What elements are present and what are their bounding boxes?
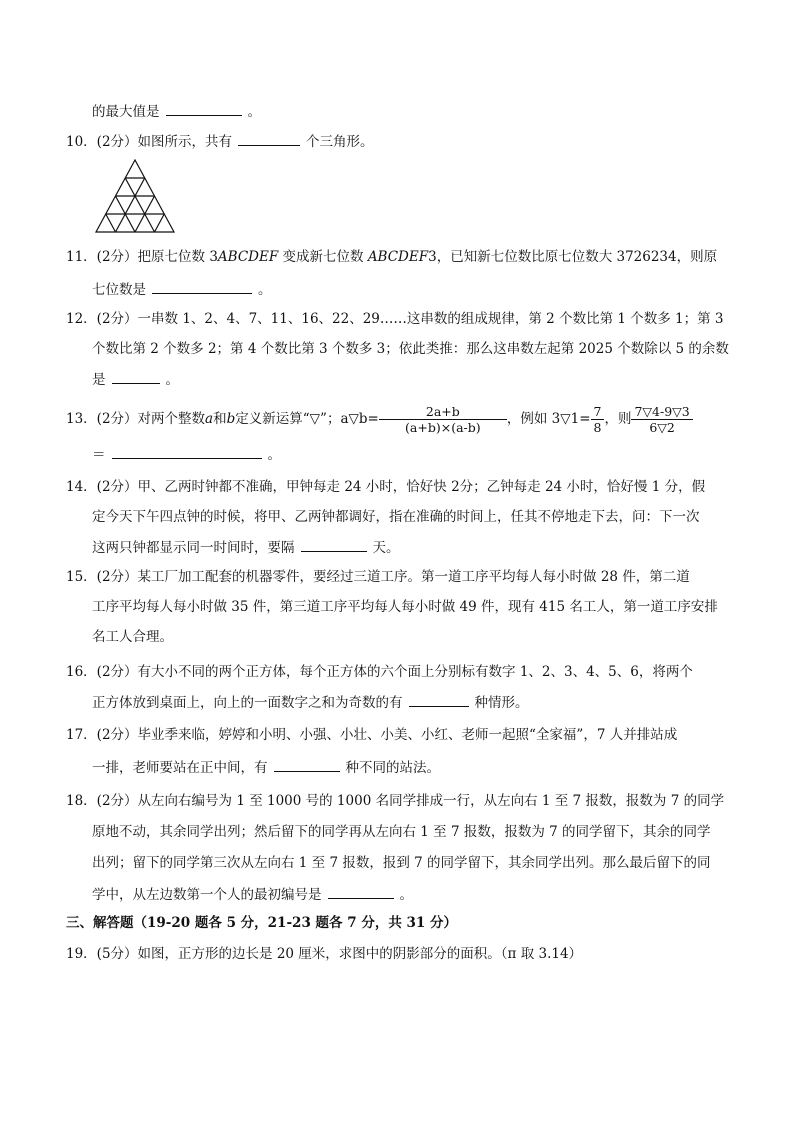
q13-line2 [92,444,281,465]
q13-frac-den: (a+b)×(a-b) [405,420,481,435]
q10-text-end: 个三角形。 [306,134,374,150]
q13-frac-num: 2a+b [379,404,507,420]
q18-text: 学中，从左边数第一个人的最初编号是 [92,887,322,903]
q17-text-end: 种不同的站法。 [345,760,440,776]
q16-text-end: 种情形。 [474,695,529,711]
triangle-figure [94,158,176,234]
q17-line1: 17．(2分）毕业季来临，婷婷和小明、小强、小壮、小美、小红、老师一起照“全家福”，7 人并排站成 [66,727,678,743]
q18-period: 。 [399,887,413,903]
q14-text-end: 天。 [372,540,400,556]
q13-text4: ，例如 3▽1= [506,411,591,427]
q10 [66,131,374,152]
q17-line2 [92,757,440,778]
q12-period: 。 [165,372,179,388]
q11-line1 [66,247,717,267]
q13-text: 13．(2分）对两个整数 [66,411,206,427]
q13-frac3-num: 7▽4-9▽3 [631,404,692,420]
q11-text: 11．(2分）把原七位数 3 [66,249,218,265]
q11-var1: ABCDEF [217,249,279,265]
q13-frac2-den: 8 [593,420,602,435]
q11-var2: ABCDEF [367,249,429,265]
q17-blank[interactable] [274,757,340,772]
q13-question-fraction [631,404,692,435]
q13-frac2-num: 7 [591,404,605,420]
q16-line2 [92,692,529,713]
q13-definition-fraction [379,404,507,435]
q14-line1: 14．(2分）甲、乙两时钟都不准确，甲钟每走 24 小时，恰好快 2分；乙钟每走 24 小时，恰好慢 1 分，假 [66,479,706,495]
q17-text: 一排，老师要站在正中间，有 [92,760,268,776]
q18-line3: 出列；留下的同学第三次从左向右 1 至 7 报数，报到 7 的同学留下，其余同学出列。那么最后留下的同 [92,855,711,871]
q14-blank[interactable] [301,537,367,552]
q16-text: 正方体放到桌面上，向上的一面数字之和为奇数的有 [92,695,403,711]
q11-text3: 3，已知新七位数比原七位数大 3726234，则原 [428,249,718,265]
q16-line1: 16．(2分）有大小不同的两个正方体，每个正方体的六个面上分别标有数字 1、2、3、4、5、6，将两个 [66,664,693,680]
q18-line4 [92,884,413,905]
q13-blank[interactable] [112,444,262,459]
q13-example-fraction [591,404,605,435]
q12-line3 [92,369,179,390]
q13-text5: ，则 [604,411,632,427]
q15-line1: 15．(2分）某工厂加工配套的机器零件，要经过三道工序。第一道工序平均每人每小时做 28 件，第二道 [66,569,690,585]
q14-line3 [92,537,400,558]
q14-text: 这两只钟都显示同一时间时，要隔 [92,540,295,556]
q12-line2: 个数比第 2 个数多 2；第 4 个数比第 3 个数多 3；依此类推：那么这串数左起第 2025 个数除以 5 的余数 [92,341,729,357]
q13-line1 [66,402,693,436]
q9-tail [92,101,261,122]
q12-line1: 12．(2分）一串数 1、2、4、7、11、16、22、29……这串数的组成规律，第 2 个数比第 1 个数多 1；第 3 [66,311,724,327]
q12-blank[interactable] [112,369,160,384]
q13-frac3-den: 6▽2 [649,420,675,435]
q11-period: 。 [258,282,272,298]
q11-text4: 七位数是 [92,282,146,298]
q15-line2: 工序平均每人每小时做 35 件，第三道工序平均每人每小时做 49 件，现有 415 名工人，第一道工序安排 [92,599,718,615]
q13-period: 。 [267,447,281,463]
q11-text2: 变成新七位数 [282,249,364,265]
q10-text: 10．(2分）如图所示，共有 [66,134,233,150]
q18-line1: 18．(2分）从左向右编号为 1 至 1000 号的 1000 名同学排成一行，从左向右 1 至 7 报数，报数为 7 的同学 [66,793,725,809]
q11-blank[interactable] [152,279,252,294]
q15-line3: 名工人合理。 [92,629,173,645]
q13-text2: 和 [213,411,227,427]
q16-blank[interactable] [409,692,469,707]
q13-var-a: a [205,411,214,427]
q9-text: 的最大值是 [92,104,160,120]
q18-line2: 原地不动，其余同学出列；然后留下的同学再从左向右 1 至 7 报数，报数为 7 的同学留下，其余的同学 [92,824,711,840]
q9-period: 。 [247,104,261,120]
q11-line2 [92,279,272,300]
q13-text3: 定义新运算“▽”；a▽b= [235,411,379,427]
q9-blank[interactable] [166,101,242,116]
q10-blank[interactable] [238,131,300,146]
q12-text: 是 [92,372,106,388]
q14-line2: 定今天下午四点钟的时候，将甲、乙两钟都调好，指在准确的时间上，任其不停地走下去，问：下一次 [92,509,700,525]
q18-blank[interactable] [328,884,394,899]
q13-equals: ＝ [92,447,106,463]
section-3-heading: 三、解答题（19-20 题各 5 分，21-23 题各 7 分，共 31 分） [66,915,458,931]
q13-var-b: b [226,411,236,427]
q19: 19．(5分）如图，正方形的边长是 20 厘米，求图中的阴影部分的面积。（π 取 3.14） [66,946,583,962]
